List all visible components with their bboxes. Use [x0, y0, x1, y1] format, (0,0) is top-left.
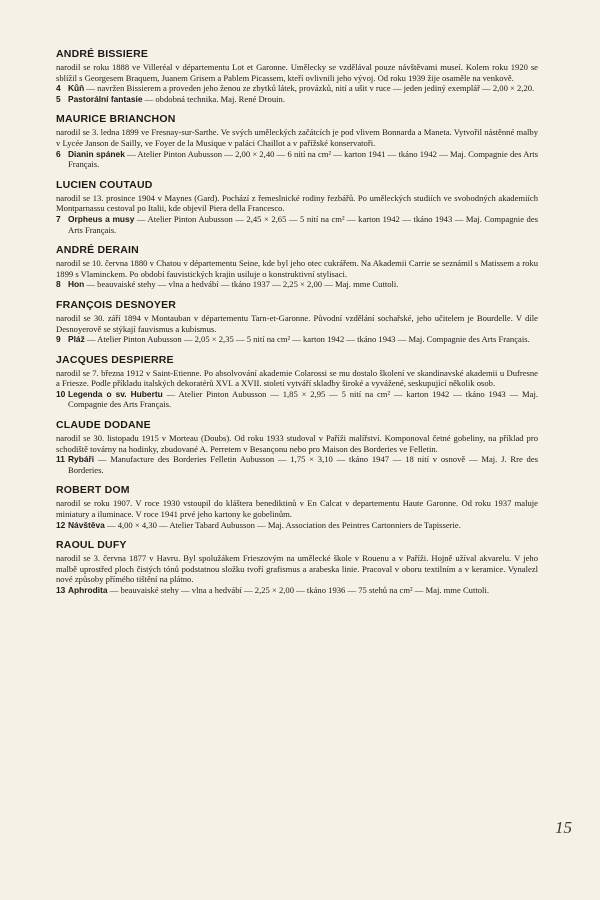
work-item — [56, 149, 538, 170]
artist-entry — [56, 244, 538, 290]
artist-name: ROBERT DOM — [56, 484, 130, 497]
work-item — [56, 94, 538, 105]
work-number: 4 — [56, 83, 61, 94]
work-number: 6 — [56, 148, 61, 159]
artist-entry — [56, 419, 538, 475]
work-item — [56, 389, 538, 410]
artist-name: MAURICE BRIANCHON — [56, 113, 176, 126]
page-number: 15 — [555, 818, 572, 837]
artist-bio: narodil se 3. června 1877 v Havru. Byl spolužákem Frieszovým na umělecké škole v Rouenu a v Paříži. Hojně užíval akvarelu. V jeho malbě uprostřed ploch čistých tónů podstatnou složku tvoří grafismus a arabeska linie. Pracoval v oboru textilním a v keramice. Vynalezl nové způsoby přímého tištění na plátno. — [56, 553, 538, 585]
artist-name: JACQUES DESPIERRE — [56, 353, 174, 366]
work-item — [56, 520, 538, 531]
work-description — [68, 454, 538, 475]
work-details: — Atelier Pinton Aubusson — 2,05 × 2,35 — 5 nití na cm² — karton 1942 — tkáno 1943 — Maj. Compagnie des Arts Français. — [84, 334, 530, 345]
work-item — [56, 585, 538, 596]
artist-bio: narodil se roku 1907. V roce 1930 vstoupil do kláštera benediktinů v En Calcat v departementu Haute Garonne. Od roku 1937 maluje miniatury a iluminace. V roce 1941 prvé jeho kartony ke gobelinům. — [56, 498, 538, 520]
work-title: Návštěva — [68, 519, 105, 530]
artist-entry — [56, 484, 538, 530]
work-description — [68, 520, 538, 531]
work-description — [68, 149, 538, 170]
work-details: — Atelier Pinton Aubusson — 1,85 × 2,95 — 5 nití na cm² — karton 1942 — tkáno 1943 — Maj. Compagnie des Arts Français. — [68, 388, 538, 410]
work-number: 12 — [56, 519, 66, 530]
artist-name: FRANÇOIS DESNOYER — [56, 298, 177, 311]
work-details: — Atelier Pinton Aubusson — 2,45 × 2,65 — 5 nití na cm² — karton 1942 — tkáno 1943 — Maj. Compagnie des Arts Français. — [68, 213, 538, 235]
artist-name: ANDRÉ BISSIERE — [56, 48, 149, 60]
artist-name: LUCIEN COUTAUD — [56, 178, 153, 191]
work-item — [56, 334, 538, 345]
artist-entry — [56, 299, 538, 345]
work-item — [56, 279, 538, 290]
artist-bio: narodil se 30. září 1894 v Montauban v départementu Tarn-et-Garonne. Původní vzdělání sochařské, jeho učitelem je Bourdelle. V díle Desnoyerově se stýkají fauvismus a kubismus. — [56, 312, 538, 334]
work-number: 11 — [56, 454, 65, 465]
work-number: 10 — [56, 388, 66, 399]
work-description — [68, 94, 538, 105]
work-details: — Manufacture des Borderies Felletin Aubusson — 1,75 × 3,10 — tkáno 1947 — 18 nití v osnově — Maj. J. Rre des Borderies. — [68, 454, 538, 475]
artist-bio: narodil se 7. března 1912 v Saint-Etienne. Po absolvování akademie Colarossi se mu dostalo školení ve skandinavské akademii u Dufresne a Friesze. Podle příkladu italských dekoratérů XVI. a XVII. století vytváří skladby široké a vyvážené, seskupující několik osob. — [56, 367, 538, 389]
work-details: — Atelier Pinton Aubusson — 2,00 × 2,40 — 6 nití na cm² — karton 1941 — tkáno 1942 — Maj. Compagnie des Arts Français. — [68, 148, 539, 170]
work-description — [68, 214, 538, 235]
work-number: 9 — [56, 334, 61, 345]
work-number: 7 — [56, 213, 61, 224]
work-title: Kůň — [68, 83, 85, 94]
work-title: Dianin spánek — [68, 148, 125, 159]
artist-entry — [56, 539, 538, 595]
work-number: 8 — [56, 279, 61, 290]
artist-bio: narodil se 30. listopadu 1915 v Morteau (Doubs). Od roku 1933 studoval v Paříži malířství. Komponoval četné gobeliny, na příklad pro schodiště továrny na hodinky, zbudované A. Perretem v Besançonu nebo pro Maison des Borderies ve Felletin. — [56, 433, 538, 454]
artist-entry — [56, 354, 538, 410]
work-details: — 4,00 × 4,30 — Atelier Tabard Aubusson — Maj. Association des Peintres Cartonniers de Tapisserie. — [104, 519, 461, 530]
work-description — [68, 279, 538, 290]
work-description — [68, 334, 538, 345]
artist-entry — [56, 179, 538, 235]
work-item — [56, 83, 538, 94]
artist-bio: narodil se 10. června 1880 v Chatou v départementu Seine, kde byl jeho otec cukrářem. Na Akademii Carrie se seznámil s Matissem a roku 1899 s Vlaminckem. Po období fauvistických krajin usiluje o konstruktivní stylisaci. — [56, 258, 538, 279]
artist-name: RAOUL DUFY — [56, 539, 127, 552]
work-title: Legenda o sv. Hubertu — [68, 388, 163, 399]
artist-entry — [56, 48, 538, 104]
artist-bio: narodil se roku 1888 ve Villeréal v départementu Lot et Garonne. Umělecky se vzdělával pouze návštěvami museí. Kolem roku 1920 se sblížil s Georgesem Braquem, Juanem Grisem a Pablem Picassem, kteří ovlivnili jeho vývoj. Od roku 1939 žije osaměle na venkově. — [56, 62, 538, 83]
work-title: Orpheus a musy — [68, 213, 135, 224]
work-title: Hon — [68, 279, 85, 290]
work-number: 13 — [56, 585, 66, 595]
artist-bio: narodil se 13. prosince 1904 v Maynes (Gard). Pochází z řemeslnické rodiny řezbářů. Po uměleckých studiích ve svobodných akademiích Montparnassu cestoval po Italii, kde objevil Piera della Francesco. — [56, 192, 538, 214]
work-details: — beauvaiské stehy — vlna a hedvábí — tkáno 1937 — 2,25 × 2,00 — Maj. mme Cuttoli. — [84, 279, 399, 290]
work-item — [56, 214, 538, 235]
artist-entry — [56, 113, 538, 169]
work-item — [56, 454, 538, 475]
work-details: — navržen Bissierem a proveden jeho ženou ze zbytků látek, provázků, nití a ušit v ruce — jeden jediný exemplář — 2,00 × 2,20. — [84, 83, 535, 94]
artist-bio: narodil se 3. ledna 1899 ve Fresnay-sur-Sarthe. Ve svých uměleckých začátcích je pod vlivem Bonnarda a Maneta. Vytvořil nástěnné malby v Lycée Janson de Sailly, ve Foyer de la Musique v paláci Chaillot a v pařížské konservatoři. — [56, 127, 538, 148]
work-description — [68, 585, 538, 596]
work-description — [68, 83, 538, 94]
catalogue-page — [56, 48, 538, 605]
work-title: Rybáři — [68, 454, 95, 465]
work-title: Aphrodita — [68, 585, 108, 595]
artist-name: ANDRÉ DERAIN — [56, 244, 139, 257]
work-description — [68, 389, 538, 410]
work-title: Pláž — [68, 334, 85, 345]
work-details: — beauvaiské stehy — vlna a hedvábí — 2,25 × 2,00 — tkáno 1936 — 75 stehů na cm² — Maj. mme Cuttoli. — [107, 585, 489, 595]
artist-name: CLAUDE DODANE — [56, 419, 151, 432]
work-title: Pastorální fantasie — [68, 93, 143, 104]
work-details: — obdobná technika. Maj. René Drouin. — [142, 93, 285, 104]
work-number: 5 — [56, 93, 61, 104]
